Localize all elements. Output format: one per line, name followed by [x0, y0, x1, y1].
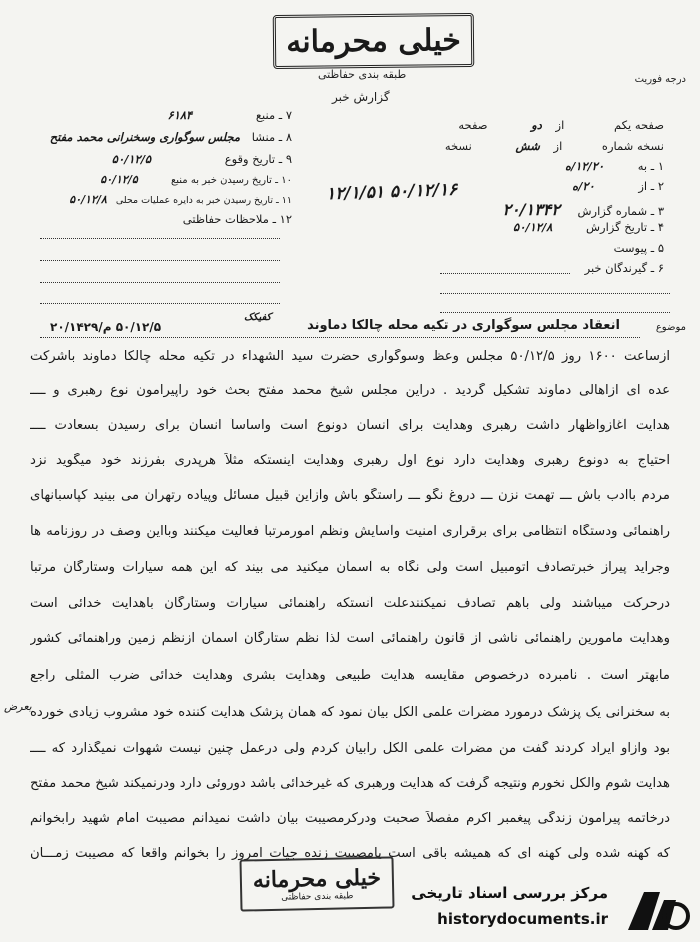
field-date-to-source [100, 173, 292, 186]
dotted-line [440, 312, 670, 313]
field-value: ۱۲/۲۰/ه [564, 159, 605, 173]
field-label: ۸ ـ منشا [251, 130, 292, 144]
body-line: هدایت آغازواظهار داشت رهبری وهدایت برای انسان دونوع است واساساً انسان برای رسیدن بسعادت ــــ [30, 418, 670, 433]
field-value: مجلس سوگواری وسخنرانی محمد مفتح [49, 130, 241, 144]
field-copy [445, 139, 664, 153]
subject-reference: ۵۰/۱۲/۵ م/۲۰/۱۴۲۹ [50, 320, 162, 334]
stamp-sub-text: طبقه بندی حفاظتی [281, 891, 354, 903]
subject-label: موضوع [655, 322, 686, 333]
field-source [168, 108, 292, 122]
field-label: ۲ ـ از [638, 179, 664, 193]
field-suffix: صفحه [458, 118, 488, 132]
dotted-line [40, 238, 280, 239]
field-value: ۲۰/ه [572, 179, 595, 193]
field-label: ۱۰ ـ تاریخ رسیدن خبر به منبع [170, 175, 292, 186]
field-value: ۵۰/۱۲/۵ [100, 173, 138, 186]
dotted-line [440, 293, 670, 294]
priority-label: درجه فوریت [634, 74, 686, 85]
body-line: که کهنه شده ولی کهنه ای که همیشه باقی است یامصیبت زنده جیات امروز را بخوانم واقعاً که مصیبت زمـــان [30, 846, 670, 861]
field-attachment [614, 241, 664, 255]
field-label: صفحه یکم [613, 118, 664, 132]
field-value: شش [515, 139, 540, 153]
body-line: راهنمائی ودستگاه انتظامی برای برقراری امنیت وآسایش ونظم امورمرتباً فعالیت میکنند وبااین وصف در روزنامه ها [30, 524, 670, 539]
margin-note: بعرض [4, 700, 32, 713]
archive-logo-icon [618, 886, 690, 934]
report-type: گزارش خبر [332, 90, 390, 104]
classification-label: طبقه بندی حفاظتی [318, 68, 407, 81]
body-line: وهدایت مامورین راهنمائی ناشی از قانون راهنمائی است لذا نظم ستارگان آسمان ازنظم زمین وراهنمائی کشور [30, 631, 670, 646]
field-suffix: نسخه [444, 139, 472, 153]
watermark-url: historydocuments.ir [437, 910, 608, 928]
field-label: ۵ ـ پیوست [613, 241, 664, 255]
field-label: ۱۲ ـ ملاحظات حفاظتی [182, 212, 292, 226]
body-line: عده ای ازاهالی دماوند تشکیل گردید . دراین مجلس شیخ محمد مفتح بحث خود راپیرامون نوع رهبری و ــــ [30, 383, 670, 398]
body-line: بود وازاو ایراد کردند گفت من مضرات علمی الکل رابیان کردم ولی درعمل چنین نیست شهوات نمیگذارد که ــــ [30, 741, 670, 756]
body-line: وجراید پیراز خبرتصادف اتومبیل است ولی نگاه به آسمان میکنید می بیند که این همه سیارات وستارگان مرتباً [30, 560, 670, 575]
field-event-date [112, 152, 292, 166]
field-to [565, 159, 664, 173]
field-label: ۶ ـ گیرندگان خبر [584, 261, 664, 275]
body-line: ازساعت ۱۶۰۰ روز ۵۰/۱۲/۵ مجلس وعظ وسوگواری حضرت سید الشهداء در تکیه محله چالکا دماوند باشرکت [30, 349, 670, 364]
field-report-date [513, 220, 664, 234]
field-label: ۷ ـ منبع [255, 108, 292, 122]
body-line: احتیاج به دونوع رهبری وهدایت دارد نوع اول رهبری وهدایت اینستکه مثلاً هرپدری بفرزند خود میگوید نزد [30, 453, 670, 468]
field-label: نسخه شماره [601, 139, 664, 153]
subject-marker: کفیکک [244, 312, 272, 323]
body-line: مابهتر است . نامبرده درخصوص مقایسه هدایت طبیعی وهدایت بشری وهدایت خدائی ضرب المثلی راجع [30, 668, 670, 683]
body-line: درحرکت میباشند ولی باهم تصادف نمیکنندعلت آنستکه راهنمائی سیارات وستارگان باهدایت خدائی است [30, 596, 670, 611]
watermark-title: مرکز بررسی اسناد تاریخی [411, 884, 608, 902]
field-mid: از [553, 139, 563, 153]
top-classification-stamp: خیلی محرمانه [273, 13, 475, 69]
field-value: ۵۰/۱۲/۸ [513, 220, 553, 234]
field-value: ۵۰/۱۲/۵ [111, 152, 152, 166]
body-line: به سخنرانی یک پزشک درمورد مضرات علمی الکل بیان نمود که همان پزشک هدایت کننده خود مشروب زیادی خورده [30, 705, 670, 720]
field-mid: از [555, 118, 565, 132]
bottom-classification-stamp [239, 856, 394, 911]
field-label: ۱ ـ به [637, 159, 664, 173]
field-from [572, 179, 664, 193]
field-label: ۹ ـ تاریخ وقوع [224, 152, 292, 166]
dotted-line [440, 273, 570, 274]
handwritten-reference: ۵۰/۱۲/۱۶ ۱۲/۱/۵۱ [325, 179, 458, 205]
field-value: ۵۰/۱۲/۸ [69, 193, 107, 206]
subject-underline [40, 337, 640, 338]
field-page [458, 118, 664, 132]
subject-text: انعقاد مجلس سوگواری در تکیه محله چالکا دماوند [307, 318, 620, 333]
body-line: مردم باادب باش ـــ تهمت نزن ـــ دروغ نگو ـــ راستگو باش وازاین قبیل مسائل وپیاده رتهران می بینید کپاسبانهای [30, 488, 670, 503]
body-line: درخاتمه پیرامون زندگی پیغمبر اکرم مفصلاً صحبت ودرکرمصیبت بیان داشت نمیدانم مصیبت امام شهید رابخوانم [30, 811, 670, 826]
field-origin [50, 130, 292, 144]
field-report-number [502, 200, 664, 219]
field-date-to-unit [69, 193, 292, 206]
dotted-line [40, 260, 280, 261]
field-value: ۲۰/۱۳۴۲ [502, 200, 560, 219]
field-label: ۴ ـ تاریخ گزارش [585, 220, 664, 234]
field-recipients [585, 261, 664, 275]
stamp-main-text: خیلی محرمانه [252, 864, 382, 894]
field-label: ۱۱ ـ تاریخ رسیدن خبر به دایره عملیات محلی [115, 195, 292, 206]
dotted-line [40, 282, 280, 283]
field-value: دو [531, 118, 542, 132]
field-value: ۶۱۸۴ [167, 108, 193, 122]
dotted-line [40, 303, 280, 304]
field-label: ۳ ـ شماره گزارش [577, 204, 664, 218]
field-security-notes [183, 212, 292, 226]
body-line: هدایت شوم والکل نخورم ونتیجه گرفت که هدایت ورهبری که غیرخدائی باشد دوروئی دارد ودرنمیکند شیخ محمد مفتح [30, 776, 670, 791]
